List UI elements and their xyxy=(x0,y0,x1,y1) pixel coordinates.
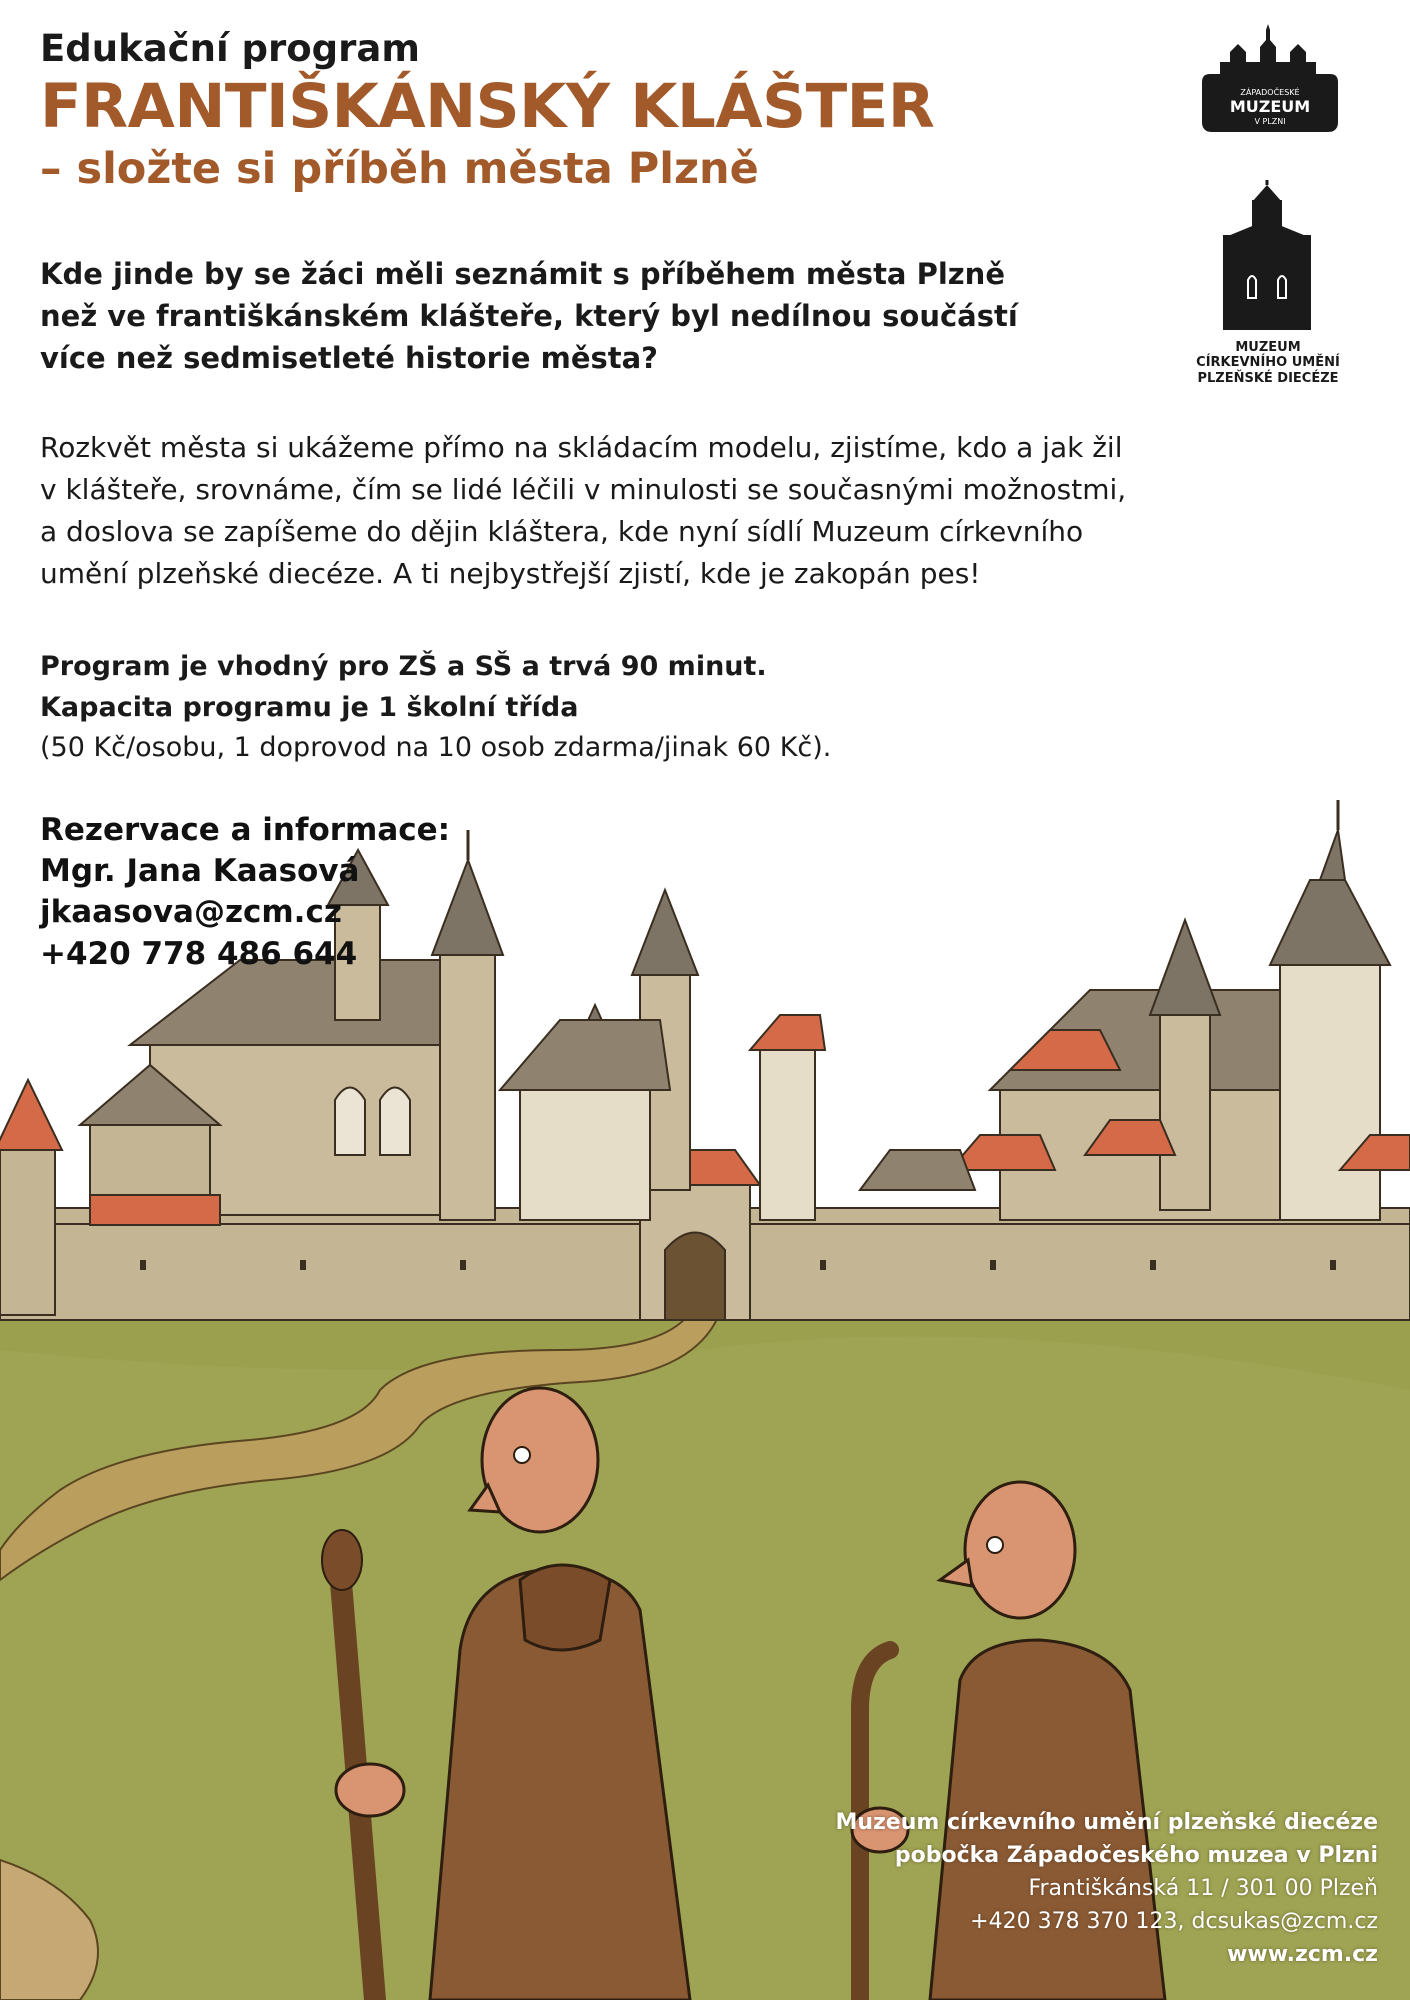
description-line: a doslova se zapíšeme do dějin kláštera, kde nyní sídlí Muzeum církevního xyxy=(40,515,1084,548)
footer-museum-name: Muzeum církevního umění plzeňské diecéze xyxy=(835,1810,1378,1835)
description-line: v klášteře, srovnáme, čím se lidé léčili v minulosti se současnými možnostmi, xyxy=(40,473,1127,506)
mcu-logo xyxy=(1178,180,1358,395)
program-info xyxy=(40,647,1140,769)
description-line: Rozkvět města si ukážeme přímo na skládacím modelu, zjistíme, kdo a jak žil xyxy=(40,431,1123,464)
zcm-logo-line1: ZÁPADOČESKÉ xyxy=(1240,88,1300,97)
contact-phone[interactable]: +420 778 486 644 xyxy=(40,935,358,972)
header xyxy=(40,28,1120,195)
page-subtitle: – složte si příběh města Plzně xyxy=(40,143,759,194)
intro-paragraph xyxy=(40,253,1120,379)
footer-contact-line[interactable]: +420 378 370 123, dcsukas@zcm.cz xyxy=(970,1909,1378,1934)
zcm-logo-line2: MUZEUM xyxy=(1229,97,1311,116)
intro-line: Kde jinde by se žáci měli seznámit s příběhem města Plzně xyxy=(40,257,1005,291)
contact-block xyxy=(40,810,540,975)
description-paragraph xyxy=(40,427,1370,595)
zcm-logo xyxy=(1190,22,1350,137)
contact-email[interactable]: jkaasova@zcm.cz xyxy=(40,894,342,931)
footer-branch: pobočka Západočeského muzea v Plzni xyxy=(894,1843,1378,1868)
intro-line: než ve františkánském klášteře, který byl nedílnou součástí xyxy=(40,299,1018,334)
mcu-logo-line2: CÍRKEVNÍHO UMĚNÍ xyxy=(1196,355,1340,371)
mcu-logo-caption xyxy=(1178,340,1358,386)
description-line: umění plzeňské diecéze. A ti nejbystřejší zjistí, kde je zakopán pes! xyxy=(40,557,981,590)
footer-website[interactable]: www.zcm.cz xyxy=(1227,1942,1378,1967)
contact-heading: Rezervace a informace: xyxy=(40,812,451,848)
intro-line: více než sedmisetleté historie města? xyxy=(40,341,659,376)
contact-name: Mgr. Jana Kaasová xyxy=(40,853,360,890)
zcm-logo-line3: V PLZNI xyxy=(1254,117,1286,126)
mcu-logo-line1: MUZEUM xyxy=(1235,340,1301,355)
program-price: (50 Kč/osobu, 1 doprovod na 10 osob zdarma/jinak 60 Kč). xyxy=(40,732,832,763)
footer-address-line: Františkánská 11 / 301 00 Plzeň xyxy=(1028,1876,1378,1901)
program-label: Edukační program xyxy=(40,27,420,70)
footer-address xyxy=(658,1806,1378,1971)
page-title: FRANTIŠKÁNSKÝ KLÁŠTER xyxy=(40,70,935,142)
mcu-logo-line3: PLZEŇSKÉ DIECÉZE xyxy=(1197,370,1339,386)
program-suitability: Program je vhodný pro ZŠ a SŠ a trvá 90 minut. xyxy=(40,651,767,682)
program-capacity: Kapacita programu je 1 školní třída xyxy=(40,691,579,723)
